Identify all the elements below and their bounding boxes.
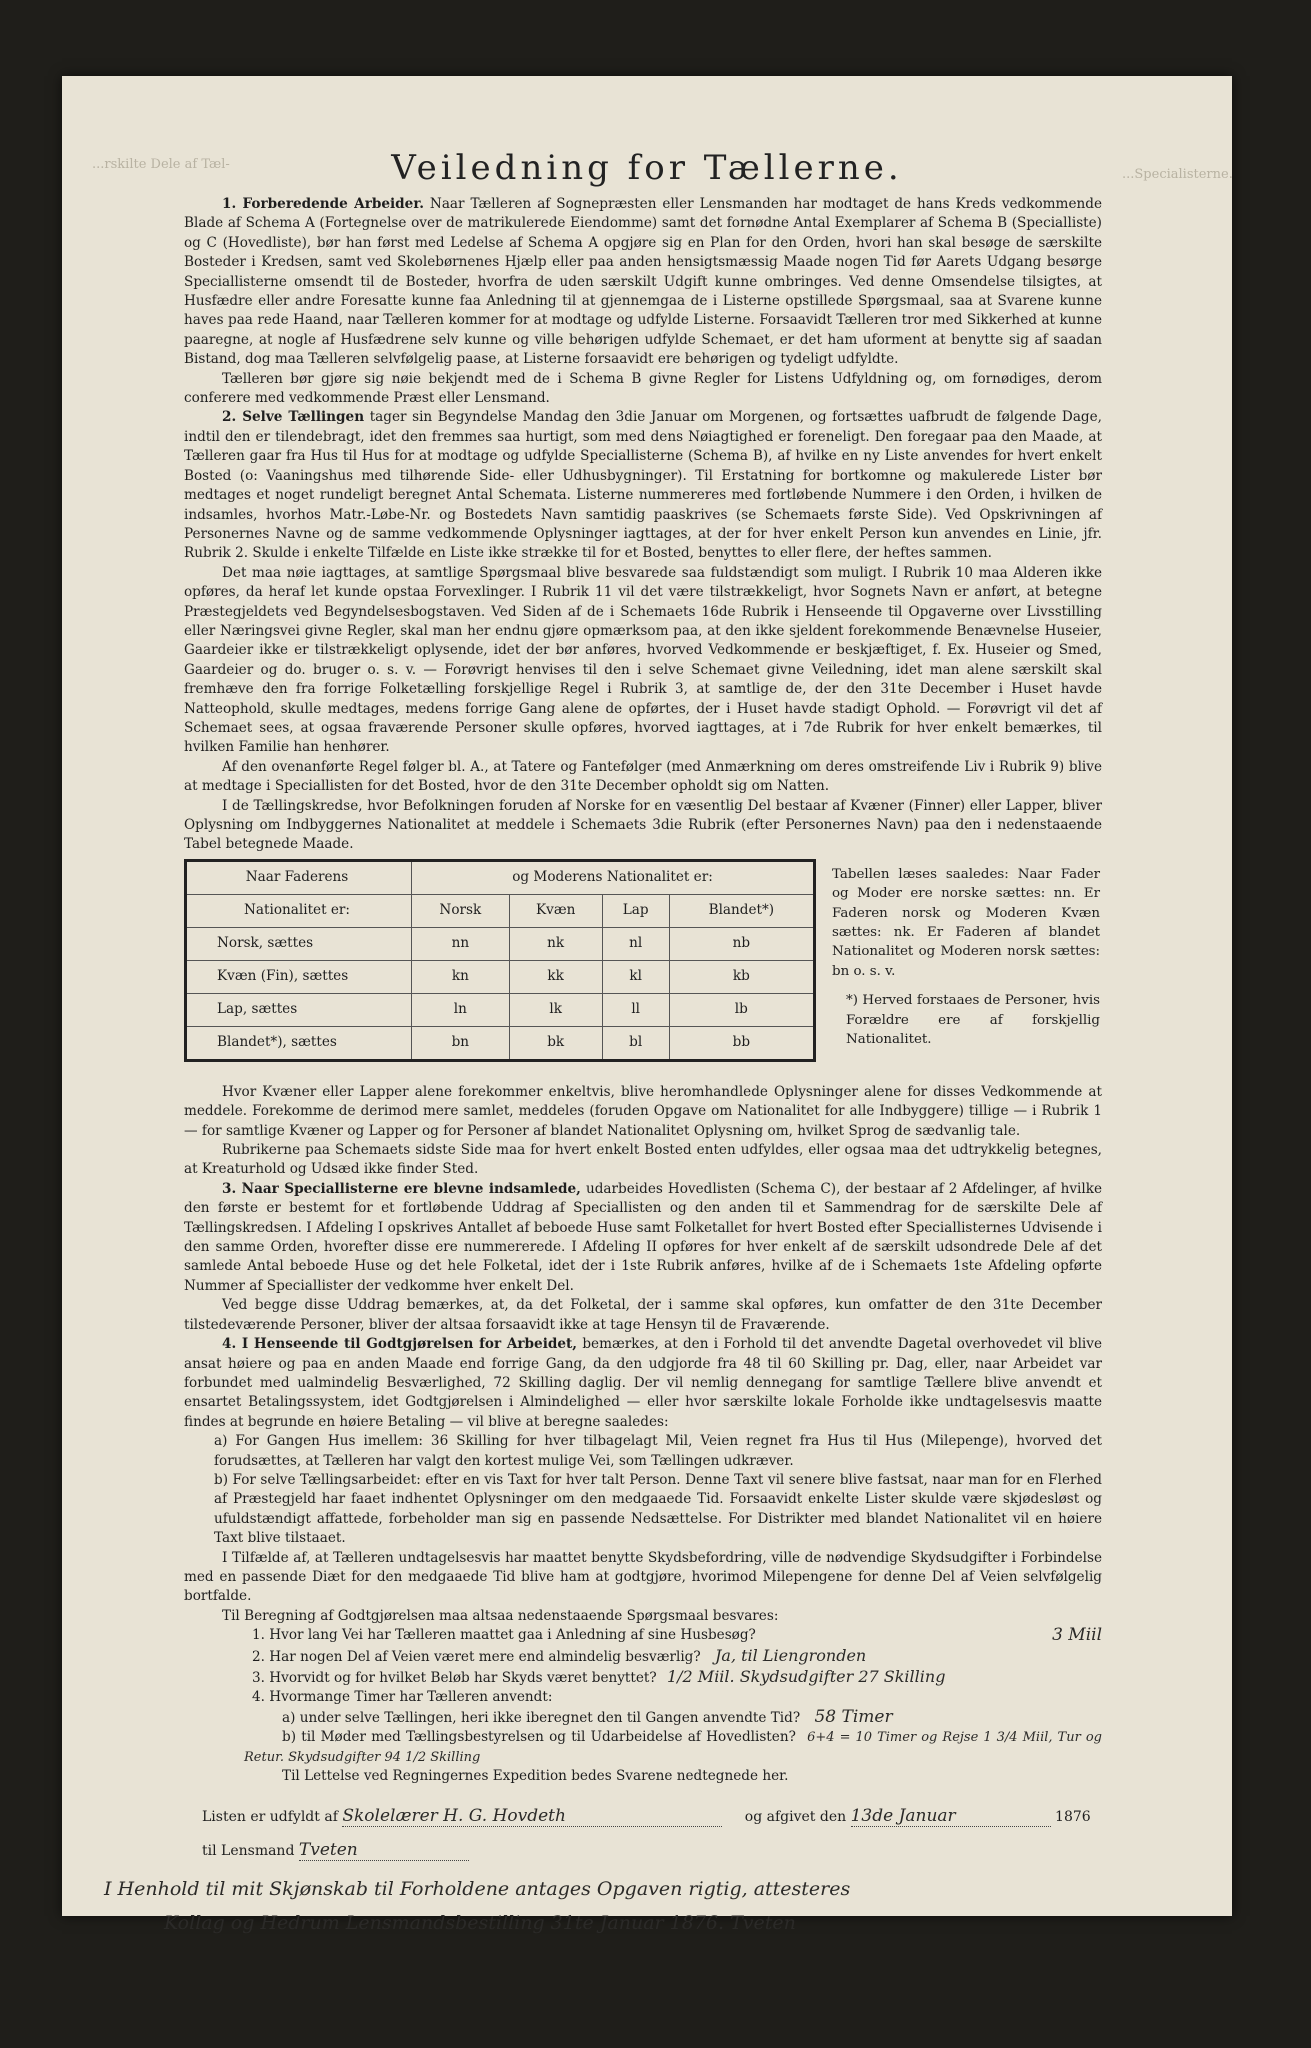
section-2-para-2: Det maa nøie iagttages, at samtlige Spørgsmaal blive besvarede saa fuldstændigt som muligt. I Rubrik 10 maa Alderen ikke opføres, da heraf let kunde opstaa Forvexlinger. I Rubrik 11 vil det være tilstrækkeligt, hvor Sognets Navn er anført, at betegne Præstegjeldets ved Begyndelsesbogstaven. Ved Siden af de i Schemaets 16de Rubrik i Henseende til Opgaverne over Livsstilling eller Næringsvei givne Regler, skal man her endnu gjøre opmærksom paa, at den ikke sjeldent forekommende Benævnelse Huseier, Gaardeier ikke er tilstrækkeligt oplysende, idet der bør anføres, hvorved Vedkommende er beskjæftiget, f. Ex. Huseier og Smed, Gaardeier og do. bruger o. s. v. — Forøvrigt henvises til den i selve Schemaet givne Veiledning, idet man alene særskilt skal fremhæve den fra forrige Folketælling forskjellige Regel i Rubrik 3, at samtlige de, der den 31te December i Huset havde Natteophold, skulle medtages, medens forrige Gang alene de opførtes, der i Huset havde stadigt Ophold. — Forøvrigt vil det af Schemaet sees, at ogsaa fraværende Personer skulle opføres, hvorved iagttages, at i 7de Rubrik for hver enkelt bemærkes, til hvilken Familie han henhører. [184, 564, 1102, 756]
signature-date: 13de Januar [851, 1806, 1051, 1827]
section-4-para-2: I Tilfælde af, at Tælleren undtagelsesvis har maattet benytte Skydsbefordring, ville de nødvendige Skydsudgifter i Forbindelse med en passende Diæt for den medgaaede Tid blive ham at godtgjøre, hvorimod Milepengene for denne Del af Veien selvfølgelig bortfalde. [184, 1549, 1102, 1605]
document-page [62, 76, 1233, 1934]
table-header-mother: og Moderens Nationalitet er: [412, 860, 815, 894]
question-1: 1. Hvor lang Vei har Tælleren maattet gaa i Anledning af sine Husbesøg? 3 Miil [252, 1625, 1102, 1646]
answer-4a: 58 Timer [814, 1706, 893, 1727]
table-row: Norsk, sættes nn nk nl nb [186, 927, 815, 960]
section-3-para-2: Ved begge disse Uddrag bemærkes, at, da det Folketal, der i samme skal opføres, kun omfatter de den 31te December tilstedeværende Personer, bliver der altsaa forsaavidt ikke at tage Hensyn til de Fraværende. [184, 1297, 1102, 1333]
table-header-nationality: Nationalitet er: [186, 894, 412, 927]
question-4b: b) til Møder med Tællingsbestyrelsen og til Udarbeidelse af Hovedlisten? 6+4 = 10 Timer og Rejse 1 3/4 Miil, Tur og Retur. Skydsudgifter 94 1/2 Skilling [244, 1729, 1103, 1765]
answer-2: Ja, til Liengronden [715, 1645, 867, 1665]
table-row: Lap, sættes ln lk ll lb [186, 993, 815, 1026]
section-2: 2. Selve Tællingen tager sin Begyndelse Mandag den 3die Januar om Morgenen, og fortsættes uafbrudt de følgende Dage, indtil den er tilendebragt, idet den fremmes saa hurtigt, som med dens Nøiagtighed er foreneligt. Den foregaar paa den Maade, at Tælleren gaar fra Hus til Hus for at modtage og udfylde Speciallisterne (Schema B), af hvilke en ny Liste anvendes for hvert enkelt Bosted (o: Vaaningshus med tilhørende Side- eller Udhusbygninger). Til Erstatning for bortkomne og makulerede Lister bør medtages et noget rundeligt beregnet Antal Schemata. Listerne nummereres med fortløbende Nummere i den Orden, i hvilken de indsamles, hvorhos Matr.-Løbe-Nr. og Bostedets Navn samtidig paaskrives (se Schemaets første Side). Ved Opskrivningen af Personernes Navne og de samme vedkommende Oplysninger iagttages, at der for hver enkelt Person kun anvendes en Linie, jfr. Rubrik 2. Skulde i enkelte Tilfælde en Liste ikke strække til for et Bosted, benyttes to eller flere, der heftes sammen. [184, 409, 1103, 562]
section-2-para-3: Af den ovenanførte Regel følger bl. A., at Tatere og Fantefølger (med Anmærkning om deres omstreifende Liv i Rubrik 9) blive at medtage i Speciallisten for det Bosted, hvor de den 31te December opholdt sig om Natten. [184, 758, 1102, 795]
question-3: 3. Hvorvidt og for hvilket Beløb har Skyds været benyttet? 1/2 Miil. Skydsudgifter 27 Skilling [252, 1667, 946, 1686]
section-3: 3. Naar Speciallisterne ere blevne indsamlede, udarbeides Hovedlisten (Schema C), der bestaar af 2 Afdelinger, af hvilke den første er bestemt for et fortløbende Uddrag af Speciallisten og den anden til et Sammendrag for de særskilte Dele af Tællingskredsen. I Afdeling I opskrives Antallet af beboede Huse samt Folketallet for hvert Bosted efter Speciallisternes Udvisende i den samme Orden, hvorefter disse ere nummererede. I Afdeling II opføres for hver enkelt af de særskilt udsondrede Dele af det samlede Antal beboede Huse og det hele Folketal, idet der i 1ste Rubrik anføres, hvilke af de i Schemaets 1ste Afdeling opførte Nummer af Speciallister der vedkomme hver enkelt Del. [184, 1180, 1102, 1294]
bleed-through-text: ...rskilte Dele af Tæl- [92, 157, 230, 172]
table-col-blandet: Blandet*) [669, 894, 814, 927]
section-1-para-2: Tælleren bør gjøre sig nøie bekjendt med de i Schema B givne Regler for Listens Udfyldning og, om fornødiges, derom conferere med vedkommende Præst eller Lensmand. [184, 370, 1102, 407]
signature-name: Skolelærer H. G. Hovdeth [342, 1806, 722, 1827]
nationality-table [184, 859, 816, 1062]
section-4-item-a: a) For Gangen Hus imellem: 36 Skilling for hver tilbagelagt Mil, Veien regnet fra Hus til Hus (Milepenge), hvorved det forudsættes, at Tælleren har valgt den kortest mulige Vei, som Tællingen udkræver. [214, 1433, 1102, 1469]
table-row: Blandet*), sættes bn bk bl bb [186, 1026, 815, 1060]
question-4: 4. Hvormange Timer har Tælleren anvendt: [252, 1689, 553, 1706]
table-explanation: Tabellen læses saaledes: Naar Fader og Moder ere norske sættes: nn. Er Faderen norsk og Moderen Kvæn sættes: nk. Er Faderen af blandet Nationalitet og Moderen norsk sættes: bn o. s. v. *) Herved forstaaes de Personer, hvis Forældre ere af forskjellig Nationalitet. [832, 866, 1100, 1048]
section-4-para-3: Til Beregning af Godtgjørelsen maa altsaa nedenstaaende Spørgsmaal besvares: [222, 1607, 779, 1624]
handwritten-attestation: I Henhold til mit Skjønskab til Forholdene antages Opgaven rigtig, attesteres Kollag og Hedrum Lensmandsbestilling 31te Januar 1876. Tveten [104, 1878, 851, 1934]
questions-list [184, 1626, 1102, 1786]
bleed-through-text-right: ...Specialisterne. [1122, 167, 1233, 182]
table-row: Kvæn (Fin), sættes kn kk kl kb [186, 960, 815, 993]
section-2-para-6: Rubrikerne paa Schemaets sidste Side maa for hvert enkelt Bosted enten udfyldes, eller ogsaa maa det udtrykkelig betegnes, at Kreaturhold og Udsæd ikke finder Sted. [184, 1142, 1102, 1178]
signature-line: Listen er udfyldt af Skolelærer H. G. Hovdeth og afgivet den 13de Januar 1876 [202, 1806, 1091, 1826]
question-note: Til Lettelse ved Regningernes Expedition bedes Svarene nedtegnede her. [282, 1768, 789, 1785]
lensmand-name: Tveten [299, 1840, 469, 1861]
table-col-lap: Lap [602, 894, 669, 927]
section-2-para-4: I de Tællingskredse, hvor Befolkningen foruden af Norske for en væsentlig Del bestaar af Kvæner (Finner) eller Lapper, bliver Oplysning om Indbyggernes Nationalitet at meddele i Schemaets 3die Rubrik (efter Personernes Navn) paa den i nedenstaaende Tabel betegnede Maade. [184, 797, 1102, 853]
table-header-father: Naar Faderens [186, 860, 412, 894]
nationality-table-area [184, 859, 1102, 1079]
question-2: 2. Har nogen Del af Veien været mere end almindelig besværlig? Ja, til Liengronden [252, 1645, 867, 1665]
answer-4b: 6+4 = 10 Timer og Rejse 1 3/4 Miil, Tur og Retur. Skydsudgifter 94 1/2 Skilling [244, 1730, 1103, 1765]
answer-3: 1/2 Miil. Skydsudgifter 27 Skilling [666, 1667, 946, 1686]
answer-1: 3 Miil [1052, 1625, 1102, 1646]
page-title: Veiledning for Tællerne. [391, 148, 903, 188]
question-4a: a) under selve Tællingen, heri ikke iberegnet den til Gangen anvendte Tid? 58 Timer [282, 1706, 893, 1727]
section-4: 4. I Henseende til Godtgjørelsen for Arbeidet, bemærkes, at den i Forhold til det anvendte Dagetal overhovedet vil blive ansat høiere og paa en anden Maade end forrige Gang, da den udgjorde fra 48 til 60 Skilling pr. Dag, eller, naar Arbeidet var forbundet med ualmindelig Besværlighed, 72 Skilling daglig. Der vil nemlig dennegang for samtlige Tællere blive anvendt et ensartet Betalingssystem, idet Godtgjørelsen i Almindelighed — eller hvor særskilte lokale Forholde ikke undtagelsesvis maatte findes at begrunde en høiere Betaling — vil blive at beregne saaledes: [184, 1336, 1103, 1430]
table-col-norsk: Norsk [412, 894, 510, 927]
section-2-para-5: Hvor Kvæner eller Lapper alene forekommer enkeltvis, blive heromhandlede Oplysninger alene for disses Vedkommende at meddele. Forekomme de derimod mere samlet, meddeles (foruden Opgave om Nationalitet for alle Indbyggere) tillige — i Rubrik 1 — for samtlige Kvæner og Lapper og for Personer af blandet Nationalitet Oplysning om, hvilket Sprog de sædvanlig tale. [184, 1083, 1102, 1139]
section-4-item-b: b) For selve Tællingsarbeidet: efter en vis Taxt for hver talt Person. Denne Taxt vil senere blive fastsat, naar man for en Flerhed af Præstegjeld har faaet indhentet Oplysninger om den medgaaede Tid. Forsaavidt enkelte Lister skulde være skjødesløst og ufuldstændigt affattede, forbeholder man sig en passende Nedsættelse. For Distrikter med blandet Nationalitet vil en høiere Taxt blive tilstaaet. [214, 1471, 1102, 1547]
table-col-kvaen: Kvæn [509, 894, 602, 927]
lensmand-line: til Lensmand Tveten [202, 1840, 469, 1861]
section-1: 1. Forberedende Arbeider. Naar Tælleren af Sognepræsten eller Lensmanden har modtaget de hans Kreds vedkommende Blade af Schema A (Fortegnelse over de matrikulerede Eiendomme) samt det fornødne Antal Exemplarer af Schema B (Specialliste) og C (Hovedliste), bør han først med Ledelse af Schema A opgjøre sig en Plan for den Orden, hvori han skal besøge de særskilte Bosteder i Kredsen, samt ved Skolebørnenes Hjælp eller paa anden hensigtsmæssig Maade nogen Tid før Aarets Udgang besørge Speciallisterne omsendt til de Bosteder, hvorfra de uden særskilt Udgift kunne ombringes. Ved denne Omsendelse tilsigtes, at Husfædre eller andre Foresatte kunne faa Anledning til at gjennemgaa de i Listerne opstillede Spørgsmaal, saa at Svarene kunne haves paa rede Haand, naar Tælleren kommer for at modtage og udfylde Listerne. Forsaavidt Tælleren tror med Sikkerhed at kunne paaregne, at nogle af Husfædrene selv kunne og ville behørigen udfylde Schemaet, er det ham uforment at benytte sig af saadan Bistand, dog maa Tælleren selvfølgelig paase, at Listerne forsaavidt ere behørigen og tydeligt udfyldte. [184, 196, 1102, 368]
instructions-body [184, 195, 1102, 1786]
